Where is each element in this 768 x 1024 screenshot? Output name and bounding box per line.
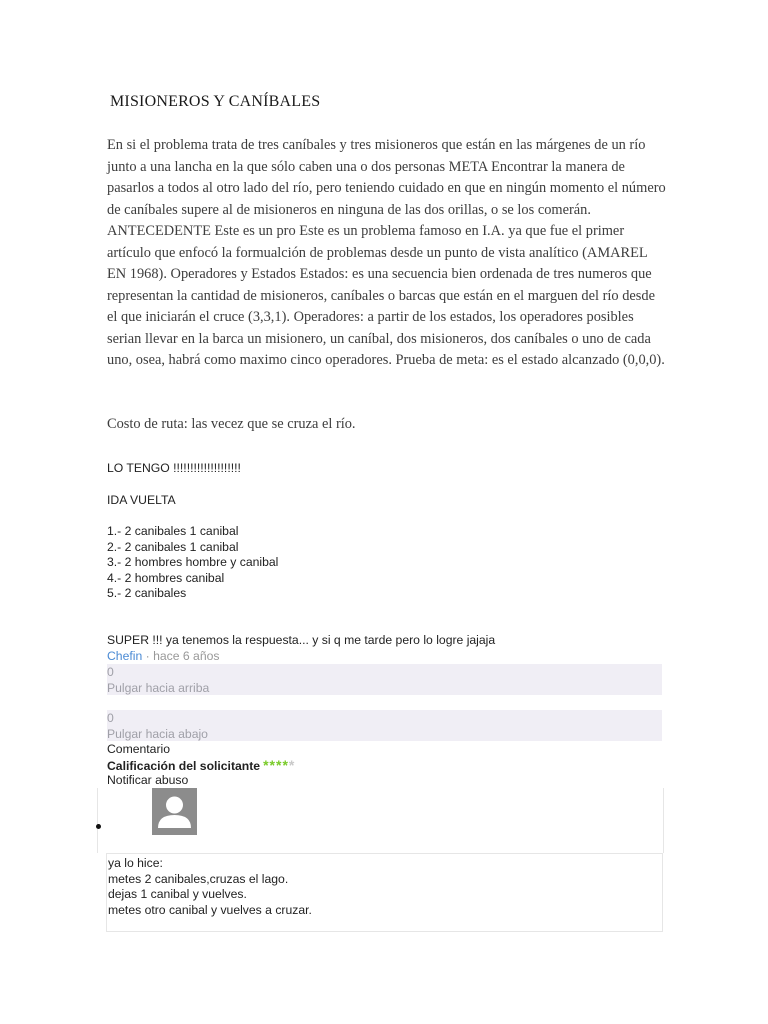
reply-meta <box>107 649 219 663</box>
star-filled-icon: * <box>282 757 289 773</box>
rating-label: Calificación del solicitante <box>107 759 261 773</box>
thumbs-up-label: Pulgar hacia arriba <box>107 681 210 695</box>
body-paragraph: En si el problema trata de tres caníbales y tres misioneros que están en las márgenes de un río junto a una lancha en la que sólo caben una o dos personas META Encontrar la manera de pasarlos a todos al otro lado del río, pero teniendo cuidado en que en ningún momento el número de caníbales supere al de misioneros en ninguna de las dos orillas, o se los comerán. ANTECEDENTE Este es un pro Este es un problema famoso en I.A. ya que fue el primer artículo que enfocó la formualción de problemas desde un punto de vista analítico (AMAREL EN 1968). Operadores y Estados Estados: es una secuencia bien ordenada de tres numeros que representan la cantidad de misioneros, caníbales o barcas que están en el marguen del río desde el que iniciarán el cruce (3,3,1). Operadores: a partir de los estados, los operadores posibles serian llevar en la barca un misionero, un caníbal, dos misioneros, dos caníbales o uno de cada uno, osea, habrá como maximo cinco operadores. Prueba de meta: es el estado alcanzado (0,0,0). <box>107 137 666 368</box>
report-abuse-link[interactable]: Notificar abuso <box>107 773 189 787</box>
answer-line: dejas 1 canibal y vuelves. <box>108 887 247 902</box>
bullet-icon <box>96 824 101 829</box>
user-silhouette-icon[interactable] <box>152 788 197 835</box>
list-item: 1.- 2 canibales 1 canibal <box>107 524 239 538</box>
reply-text: SUPER !!! ya tenemos la respuesta... y si q me tarde pero lo logre jajaja <box>107 633 496 647</box>
star-filled-icon: * <box>275 757 283 773</box>
list-item: 2.- 2 canibales 1 canibal <box>107 539 239 554</box>
columns-header: IDA VUELTA <box>107 493 176 507</box>
thumbs-down-button[interactable] <box>107 710 662 741</box>
star-filled-icon: * <box>269 757 276 773</box>
cost-line: Costo de ruta: las vecez que se cruza el río. <box>107 416 356 432</box>
star-empty-icon: * <box>288 757 296 773</box>
rating-stars <box>263 757 295 773</box>
comment-link[interactable]: Comentario <box>107 742 170 756</box>
time-ago: · hace 6 años <box>142 649 220 663</box>
list-item: 4.- 2 hombres canibal <box>107 570 225 585</box>
star-filled-icon: * <box>263 757 270 773</box>
thumbs-down-label: Pulgar hacia abajo <box>107 727 208 741</box>
answer-box <box>106 853 663 932</box>
thumbs-up-count: 0 <box>107 665 114 679</box>
thumbs-up-button[interactable] <box>107 664 662 695</box>
list-item: 3.- 2 hombres hombre y canibal <box>107 555 279 570</box>
document-title: MISIONEROS Y CANÍBALES <box>110 93 321 110</box>
author-link[interactable]: Chefin <box>107 649 143 663</box>
steps-list <box>107 524 278 602</box>
thumbs-down-count: 0 <box>107 711 114 725</box>
answer-line: metes otro canibal y vuelves a cruzar. <box>108 902 312 917</box>
rating-row <box>107 757 295 773</box>
answer-line: metes 2 canibales,cruzas el lago. <box>108 871 289 886</box>
answer-lines <box>108 856 312 918</box>
exclaim-text: LO TENGO !!!!!!!!!!!!!!!!!!!! <box>107 461 241 475</box>
list-item: 5.- 2 canibales <box>107 586 187 601</box>
answer-line: ya lo hice: <box>108 856 163 870</box>
